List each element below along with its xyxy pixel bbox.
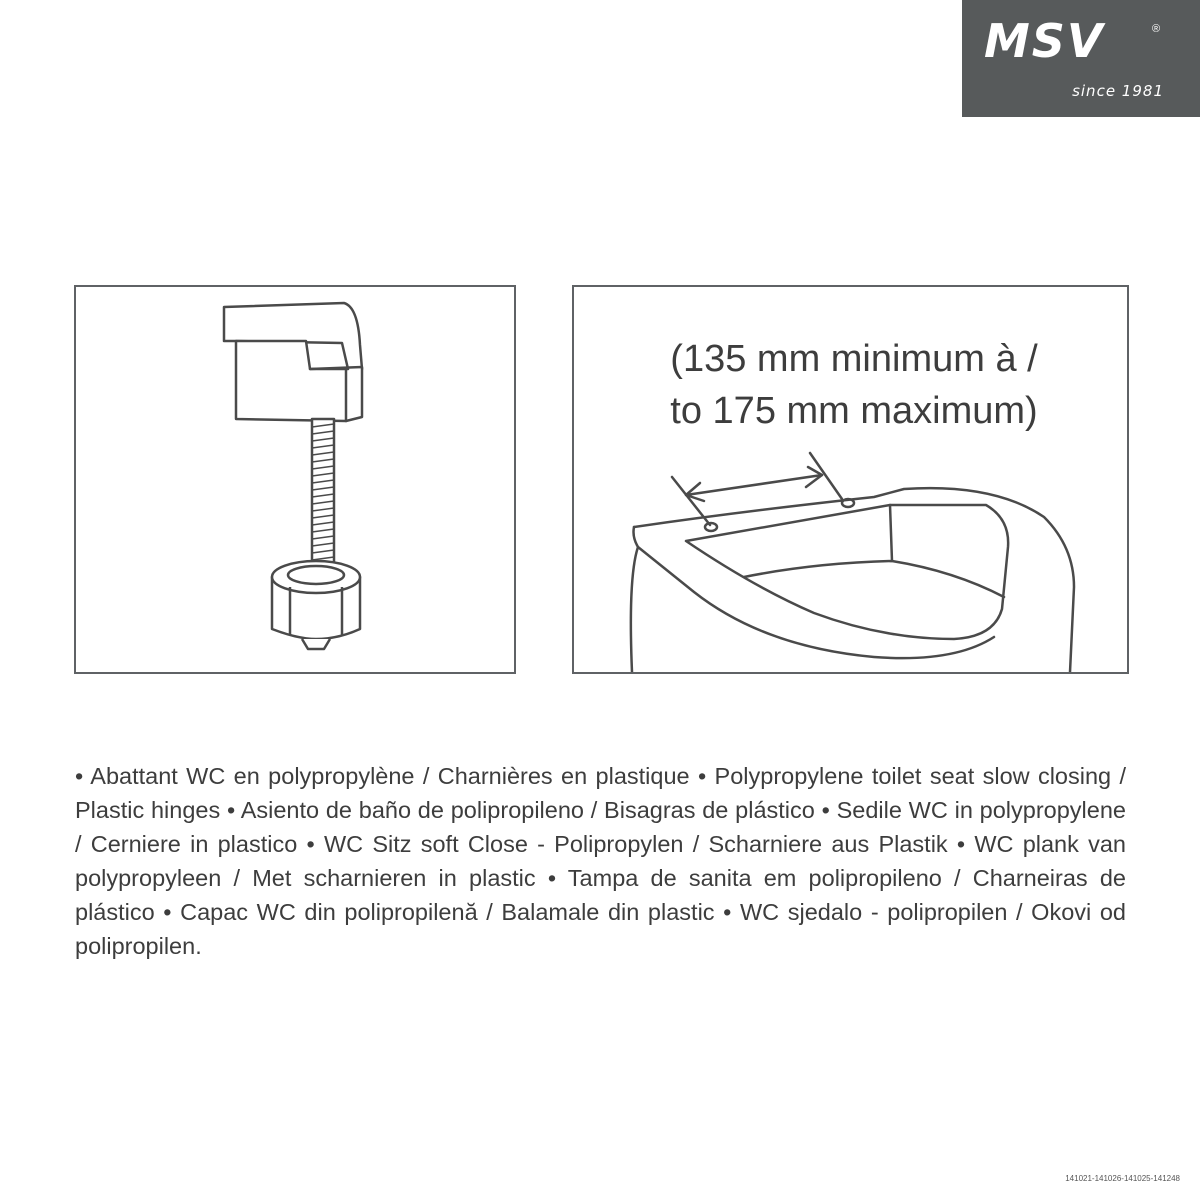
logo-brand-name: MSV <box>984 14 1105 68</box>
toilet-measurement-panel <box>572 285 1129 674</box>
hinge-bolt-icon <box>76 287 514 672</box>
hinge-illustration-panel <box>74 285 516 674</box>
measurement-line-1: (135 mm minimum à / <box>670 338 1038 380</box>
brand-logo <box>962 0 1200 117</box>
reference-codes: 141021-141026-141025-141248 <box>1065 1174 1180 1183</box>
logo-registered-mark: ® <box>1152 23 1161 35</box>
measurement-line-2: to 175 mm maximum) <box>670 390 1038 432</box>
toilet-bowl-icon <box>574 287 1127 672</box>
logo-tagline: since 1981 <box>1072 82 1164 100</box>
product-description: • Abattant WC en polypropylène / Charnières en plastique • Polypropylene toilet seat slow closing / Plastic hinges • Asiento de baño de polipropileno / Bisagras de plástico • Sedile WC in polypropylene / Cerniere in plastico • WC Sitz soft Close - Polipropylen / Scharniere aus Plastik • WC plank van polypropyleen / Met scharnieren in plastic • Tampa de sanita em polipropileno / Charneiras de plástico • Capac WC din polipropilenă / Balamale din plastic • WC sjedalo - polipropilen / Okovi od polipropilen. <box>75 763 1126 959</box>
